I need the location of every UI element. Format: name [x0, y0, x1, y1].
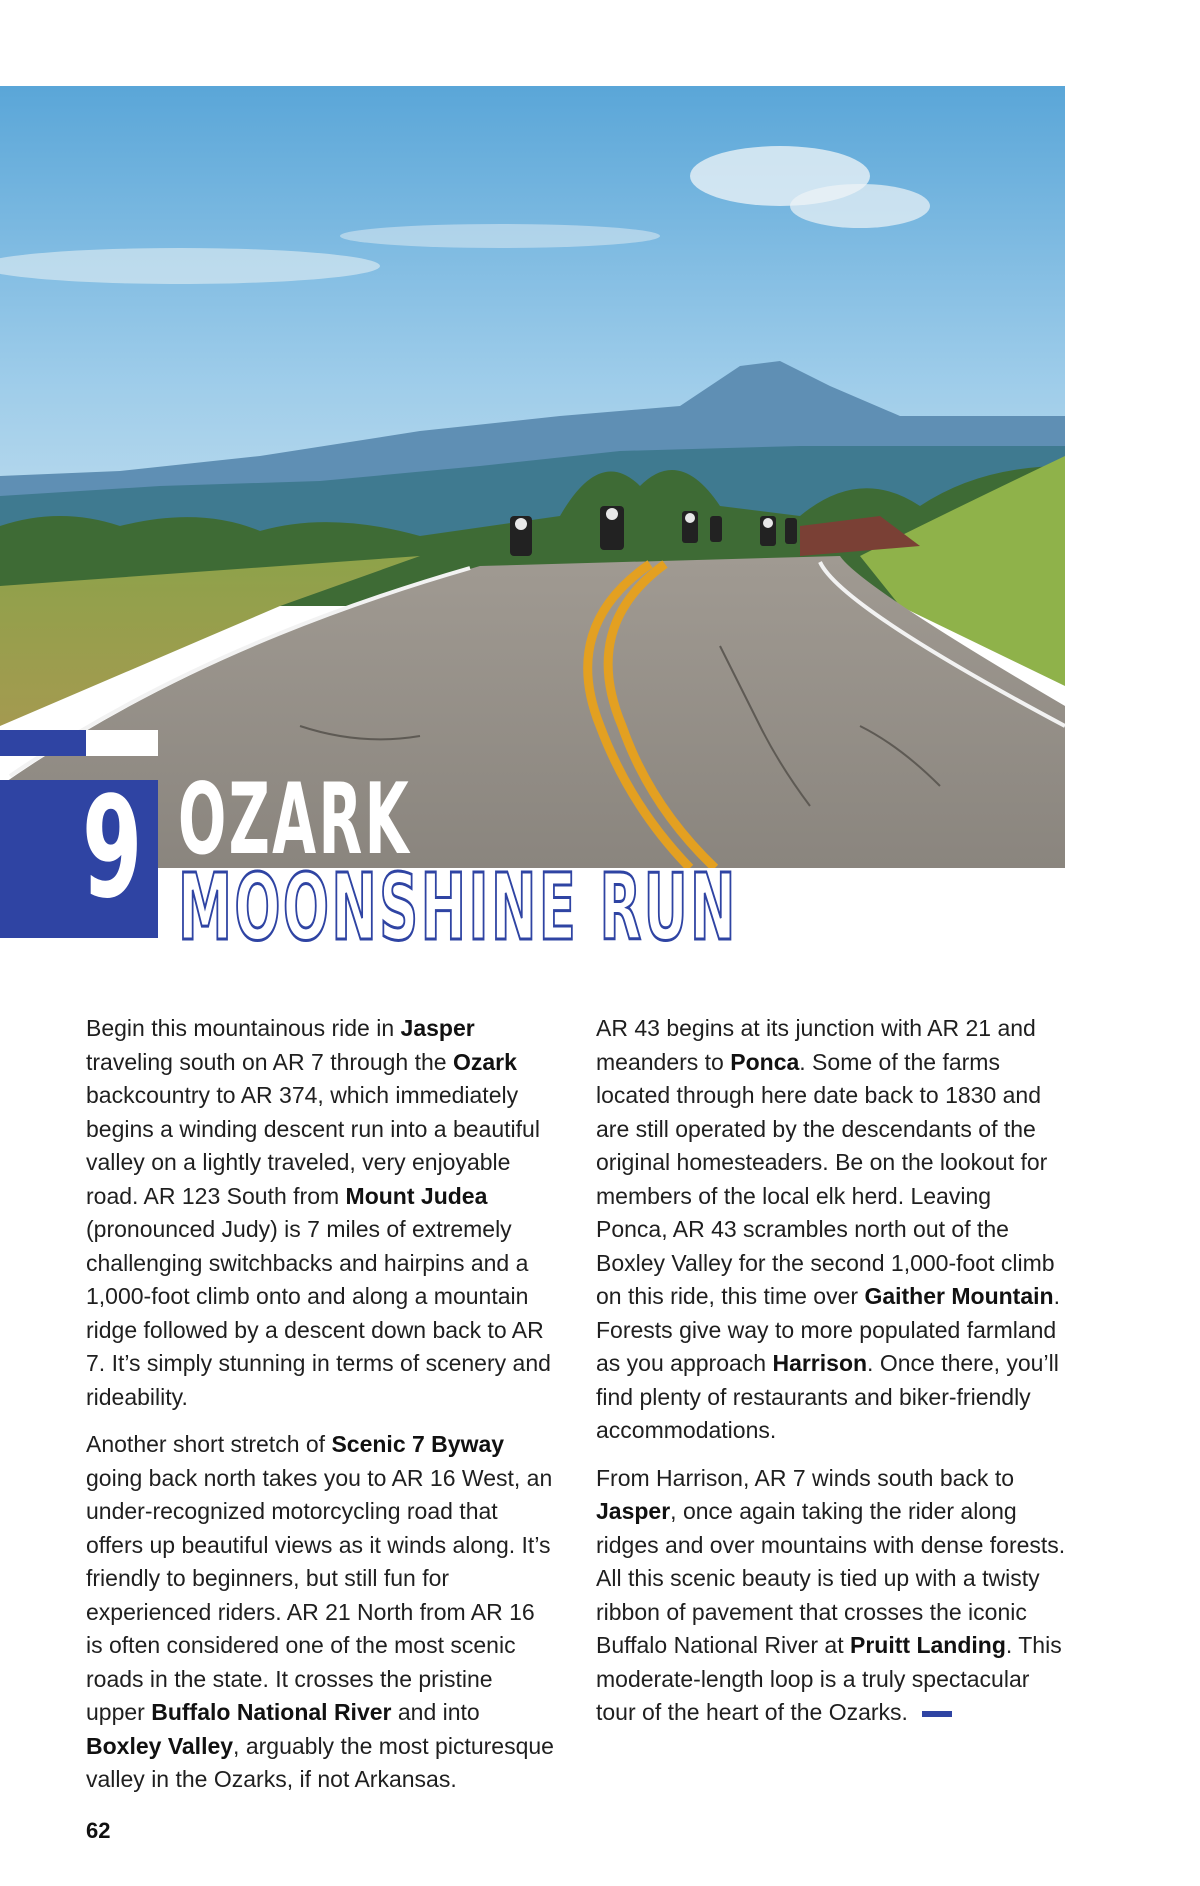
bold-place-name: Scenic 7 Byway [331, 1431, 505, 1457]
paragraph: Begin this mountainous ride in Jasper traveling south on AR 7 through the Ozark backcountry to AR 374, which immediately begins a winding descent run into a beautiful valley on a lightly traveled, very enjoyable road. AR 123 South from Mount Judea (pronounced Judy) is 7 miles of extremely challenging switchbacks and hairpins and a 1,000-foot climb onto and along a mountain ridge followed by a descent down back to AR 7. It’s simply stunning in terms of scenery and rideability. [86, 1015, 551, 1410]
bold-place-name: Jasper [400, 1015, 475, 1041]
bold-place-name: Buffalo National River [151, 1699, 392, 1725]
paragraph: Another short stretch of Scenic 7 Byway going back north takes you to AR 16 West, an under-recognized motorcycling road that offers up beautiful views as it winds along. It’s friendly to beginners, but still fun for experienced riders. AR 21 North from AR 16 is often considered one of the most scenic roads in the state. It crosses the pristine upper Buffalo National River and into Boxley Valley, arguably the most picturesque valley in the Ozarks, if not Arkansas. [86, 1431, 554, 1792]
road-landscape-image [0, 86, 1065, 868]
bold-place-name: Pruitt Landing [850, 1632, 1006, 1658]
bold-place-name: Jasper [596, 1498, 671, 1524]
title-accent-bar [0, 730, 86, 756]
bold-place-name: Ponca [730, 1048, 800, 1075]
paragraph: From Harrison, AR 7 winds south back to Jasper, once again taking the rider along ridges and over mountains with dense forests. All this scenic beauty is tied up with a twisty ribbon of pavement that crosses the iconic Buffalo National River at Pruitt Landing. This moderate-length loop is a truly spectacular tour of the heart of the Ozarks. [596, 1464, 1066, 1725]
end-of-article-mark [922, 1711, 952, 1717]
hero-photo [0, 86, 1065, 868]
bold-place-name: Ozark [452, 1048, 517, 1075]
bold-place-name: Harrison [772, 1350, 868, 1376]
page-number: 62 [86, 1818, 111, 1843]
route-title-line1: OZARK [178, 763, 411, 877]
route-title-line2: MOONSHINE RUN [178, 854, 738, 961]
title-accent-gap [86, 730, 158, 756]
bold-place-name: Boxley Valley [86, 1732, 234, 1759]
left-column [86, 1012, 556, 1811]
bold-place-name: Gaither Mountain [864, 1283, 1054, 1309]
route-number: 9 [82, 767, 143, 930]
bold-place-name: Mount Judea [345, 1182, 488, 1209]
right-column [596, 1012, 1066, 1744]
paragraph: AR 43 begins at its junction with AR 21 and meanders to Ponca. Some of the farms located through here date back to 1830 and are still operated by the descendants of the original homesteaders. Be on the lookout for members of the local elk herd. Leaving Ponca, AR 43 scrambles north out of the Boxley Valley for the second 1,000-foot climb on this ride, this time over Gaither Mountain. Forests give way to more populated farmland as you approach Harrison. Once there, you’ll find plenty of restaurants and biker-friendly accommodations. [596, 1015, 1060, 1443]
